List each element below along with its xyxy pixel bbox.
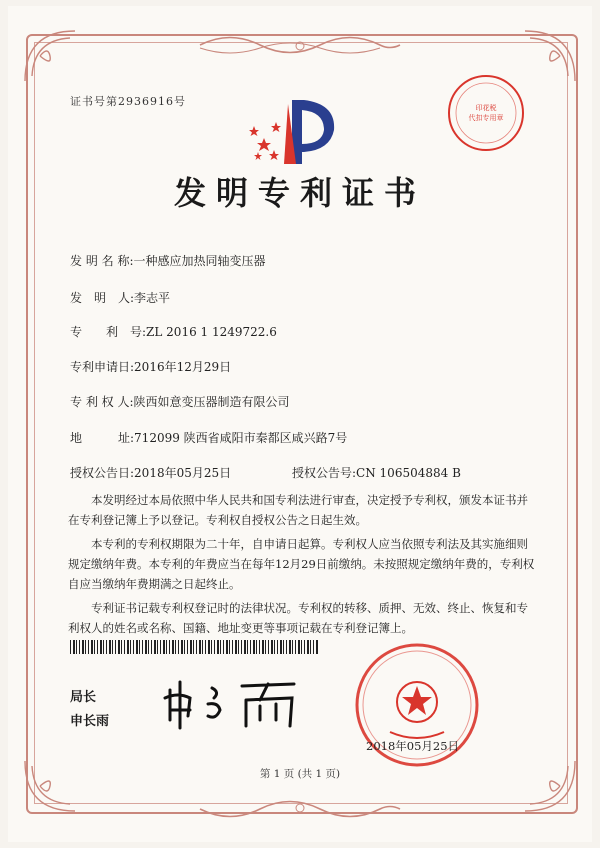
top-ornament-icon: [190, 30, 410, 60]
field-patent-number: [70, 323, 277, 340]
field-label: 专 利 号:: [70, 325, 147, 339]
barcode: [70, 640, 318, 654]
seal-stamp-icon: [445, 72, 527, 154]
page-title: 发明专利证书: [173, 174, 426, 212]
field-label: 授权公告日:: [70, 466, 135, 480]
field-filing-date: [70, 358, 231, 375]
svg-text:印花税: 印花税: [475, 104, 497, 112]
paragraph: 本专利的专利权期限为二十年，自申请日起算。专利权人应当依照专利法及其实施细则规定缴纳年费。本专利的年费应当在每年12月29日前缴纳。未按照规定缴纳年费的，专利权自应当缴纳年费期满之日起终止。: [68, 537, 535, 591]
field-value: 712099 陕西省咸阳市秦都区咸兴路7号: [134, 431, 348, 445]
legal-text: [68, 490, 536, 638]
svg-text:代扣专用章: 代扣专用章: [468, 114, 504, 122]
page-number: 第 1 页 (共 1 页): [259, 768, 341, 780]
field-value: 一种感应加热同轴变压器: [133, 254, 266, 268]
corner-ornament-icon: [520, 756, 580, 816]
field-label: 发 明 人:: [70, 291, 135, 305]
field-label: 专利申请日:: [70, 360, 135, 374]
field-invention-name: [70, 252, 266, 269]
field-value: 李志平: [134, 291, 171, 305]
field-value: CN 106504884 B: [356, 466, 461, 480]
director-name: 申长雨: [70, 714, 110, 729]
patent-office-logo-icon: [244, 98, 344, 168]
paragraph: 本发明经过本局依照中华人民共和国专利法进行审查，决定授予专利权，颁发本证书并在专利登记簿上予以登记。专利权自授权公告之日起生效。: [68, 493, 528, 527]
field-label: 专 利 权 人:: [70, 395, 134, 409]
paragraph: 专利证书记载专利权登记时的法律状况。专利权的转移、质押、无效、终止、恢复和专利权人的姓名或名称、国籍、地址变更等事项记载在专利登记簿上。: [68, 601, 528, 635]
field-value: 2018年05月25日: [134, 466, 232, 480]
field-grant-number: [292, 464, 461, 481]
bottom-ornament-icon: [190, 794, 410, 824]
field-label: 地 址:: [70, 431, 135, 445]
field-grant-date: [70, 464, 231, 481]
field-value: ZL 2016 1 1249722.6: [146, 325, 277, 339]
field-inventor: [70, 289, 170, 306]
field-patentee: [70, 393, 290, 410]
corner-ornament-icon: [520, 26, 580, 86]
field-label: 授权公告号:: [292, 466, 357, 480]
director-signature: [160, 670, 310, 730]
field-address: [70, 429, 347, 446]
corner-ornament-icon: [20, 26, 80, 86]
field-value: 陕西如意变压器制造有限公司: [133, 395, 290, 409]
field-value: 2016年12月29日: [134, 360, 232, 374]
corner-ornament-icon: [20, 756, 80, 816]
director-title: 局长: [70, 690, 97, 705]
certificate-number: 证书号第2936916号: [70, 95, 186, 108]
field-label: 发 明 名 称:: [70, 254, 134, 268]
issue-date: 2018年05月25日: [366, 739, 460, 753]
